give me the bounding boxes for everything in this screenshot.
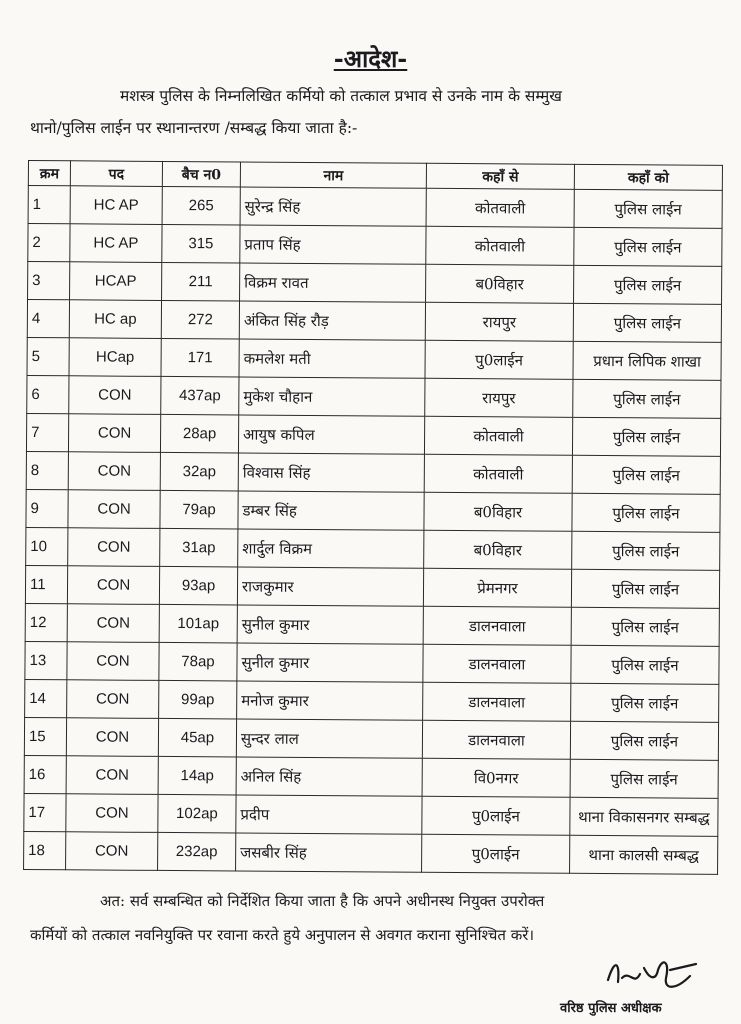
cell-name: विक्रम रावत	[240, 263, 426, 302]
cell-sr: 8	[26, 451, 68, 489]
cell-post: HC ap	[69, 300, 161, 339]
cell-name: शार्दुल विक्रम	[238, 529, 424, 568]
table-row	[27, 337, 721, 380]
cell-to: पुलिस लाईन	[572, 455, 720, 494]
cell-post: CON	[68, 414, 160, 453]
cell-post: CON	[67, 680, 159, 719]
document-title: -आदेश-	[333, 44, 408, 73]
cell-from: कोतवाली	[426, 188, 574, 227]
cell-badge: 265	[162, 186, 240, 225]
cell-post: CON	[66, 832, 158, 871]
cell-from: डालनवाला	[422, 720, 570, 759]
table-body	[24, 186, 723, 875]
cell-to: पुलिस लाईन	[572, 417, 720, 456]
closing-line-1: अत: सर्व सम्बन्धित को निर्देशित किया जाता है कि अपने अधीनस्थ नियुक्त उपरोक्त	[100, 892, 545, 910]
cell-to: थाना कालसी सम्बद्ध	[570, 835, 718, 874]
intro-paragraph	[30, 80, 720, 144]
cell-from: डालनवाला	[423, 606, 571, 645]
cell-sr: 14	[25, 679, 67, 717]
cell-badge: 211	[162, 262, 240, 301]
cell-to: पुलिस लाईन	[571, 607, 719, 646]
intro-line-2: थानो/पुलिस लाईन पर स्थानान्तरण /सम्बद्ध किया जाता है:-	[30, 119, 358, 137]
cell-to: पुलिस लाईन	[570, 721, 718, 760]
cell-name: अंकित सिंह रौड़	[239, 301, 425, 340]
cell-sr: 11	[25, 565, 67, 603]
cell-post: CON	[67, 642, 159, 681]
table-row	[28, 224, 722, 267]
cell-badge: 45ap	[158, 718, 236, 757]
cell-from: रायपुर	[425, 378, 573, 417]
cell-name: विश्वास सिंह	[238, 453, 424, 492]
cell-to: पुलिस लाईन	[573, 379, 721, 418]
cell-name: मुकेश चौहान	[239, 377, 425, 416]
cell-from: रायपुर	[425, 302, 573, 341]
cell-from: ब0विहार	[424, 530, 572, 569]
header-from: कहाँ से	[426, 163, 574, 189]
cell-from: वि0नगर	[422, 758, 570, 797]
cell-from: ब0विहार	[426, 264, 574, 303]
cell-badge: 437ap	[161, 376, 239, 415]
cell-sr: 16	[24, 755, 66, 793]
cell-name: कमलेश मती	[239, 339, 425, 378]
table-row	[24, 717, 718, 760]
intro-line-1: मशस्त्र पुलिस के निम्नलिखित कर्मियो को तत्काल प्रभाव से उनके नाम के सम्मुख	[120, 87, 562, 105]
cell-badge: 232ap	[158, 832, 236, 871]
cell-from: पु0लाईन	[425, 340, 573, 379]
cell-sr: 15	[24, 717, 66, 755]
cell-to: पुलिस लाईन	[572, 493, 720, 532]
cell-post: CON	[68, 528, 160, 567]
cell-badge: 14ap	[158, 756, 236, 795]
cell-name: मनोज कुमार	[237, 681, 423, 720]
cell-sr: 13	[25, 641, 67, 679]
cell-sr: 9	[26, 489, 68, 527]
cell-sr: 3	[28, 262, 70, 300]
cell-name: आयुष कपिल	[238, 415, 424, 454]
header-name: नाम	[240, 162, 426, 188]
table-row	[28, 186, 722, 229]
cell-from: ब0विहार	[424, 492, 572, 531]
cell-badge: 171	[161, 338, 239, 377]
cell-sr: 2	[28, 224, 70, 262]
cell-name: जसबीर सिंह	[236, 833, 422, 872]
cell-to: पुलिस लाईन	[570, 759, 718, 798]
cell-sr: 7	[26, 413, 68, 451]
table-row	[27, 375, 721, 418]
cell-name: सुन्दर लाल	[236, 719, 422, 758]
cell-from: कोतवाली	[424, 454, 572, 493]
cell-badge: 78ap	[159, 642, 237, 681]
cell-post: CON	[67, 566, 159, 605]
cell-badge: 31ap	[160, 528, 238, 567]
cell-badge: 315	[162, 224, 240, 263]
table-row	[25, 641, 719, 684]
cell-to: थाना विकासनगर सम्बद्ध	[570, 797, 718, 836]
cell-post: HC AP	[70, 186, 162, 225]
cell-badge: 99ap	[159, 680, 237, 719]
table-row	[26, 413, 720, 456]
table-row	[25, 565, 719, 608]
cell-sr: 10	[26, 527, 68, 565]
cell-sr: 6	[27, 375, 69, 413]
cell-name: राजकुमार	[237, 567, 423, 606]
header-sr: क्रम	[28, 161, 70, 186]
cell-post: CON	[66, 756, 158, 795]
cell-post: HC AP	[70, 224, 162, 263]
table-row	[26, 451, 720, 494]
header-badge: बैच न0	[162, 161, 240, 187]
table-row	[27, 300, 721, 343]
cell-post: HCAP	[70, 262, 162, 301]
cell-sr: 1	[28, 186, 70, 224]
cell-name: प्रताप सिंह	[240, 225, 426, 264]
table-row	[26, 527, 720, 570]
transfer-table	[23, 160, 723, 875]
cell-name: प्रदीप	[236, 795, 422, 834]
handwritten-signature	[600, 950, 710, 1000]
cell-badge: 102ap	[158, 794, 236, 833]
cell-post: CON	[66, 718, 158, 757]
cell-post: HCap	[69, 338, 161, 377]
cell-post: CON	[68, 452, 160, 491]
cell-to: पुलिस लाईन	[574, 189, 722, 228]
cell-badge: 101ap	[159, 604, 237, 643]
cell-sr: 18	[24, 831, 66, 869]
cell-sr: 5	[27, 337, 69, 375]
header-to: कहाँ को	[574, 164, 722, 190]
closing-paragraph	[30, 884, 720, 952]
cell-name: सुरेन्द्र सिंह	[240, 187, 426, 226]
cell-badge: 272	[161, 300, 239, 339]
cell-post: CON	[67, 604, 159, 643]
cell-post: CON	[68, 490, 160, 529]
closing-line-2: कर्मियों को तत्काल नवनियुक्ति पर रवाना करते हुये अनुपालन से अवगत कराना सुनिश्चित करें।	[30, 926, 535, 944]
cell-badge: 79ap	[160, 490, 238, 529]
cell-badge: 93ap	[159, 566, 237, 605]
header-post: पद	[70, 161, 162, 187]
cell-from: डालनवाला	[423, 644, 571, 683]
table-row	[24, 793, 718, 836]
table-row	[25, 679, 719, 722]
cell-from: कोतवाली	[426, 226, 574, 265]
table-row	[24, 755, 718, 798]
cell-to: पुलिस लाईन	[571, 683, 719, 722]
cell-sr: 17	[24, 793, 66, 831]
cell-from: प्रेमनगर	[423, 568, 571, 607]
cell-to: पुलिस लाईन	[573, 303, 721, 342]
cell-from: कोतवाली	[424, 416, 572, 455]
cell-name: डम्बर सिंह	[238, 491, 424, 530]
table-row	[24, 831, 718, 874]
cell-badge: 28ap	[160, 414, 238, 453]
cell-name: सुनील कुमार	[237, 605, 423, 644]
cell-to: प्रधान लिपिक शाखा	[573, 341, 721, 380]
cell-sr: 4	[27, 300, 69, 338]
signature-designation: वरिष्ठ पुलिस अधीक्षक	[560, 1001, 662, 1016]
cell-post: CON	[69, 376, 161, 415]
cell-badge: 32ap	[160, 452, 238, 491]
cell-name: अनिल सिंह	[236, 757, 422, 796]
cell-to: पुलिस लाईन	[571, 569, 719, 608]
cell-to: पुलिस लाईन	[572, 531, 720, 570]
cell-from: पु0लाईन	[422, 796, 570, 835]
cell-from: डालनवाला	[423, 682, 571, 721]
cell-post: CON	[66, 794, 158, 833]
cell-name: सुनील कुमार	[237, 643, 423, 682]
cell-from: पु0लाईन	[422, 834, 570, 873]
cell-to: पुलिस लाईन	[574, 227, 722, 266]
table-row	[28, 262, 722, 305]
cell-to: पुलिस लाईन	[574, 265, 722, 304]
table-row	[26, 489, 720, 532]
table-row	[25, 603, 719, 646]
cell-to: पुलिस लाईन	[571, 645, 719, 684]
cell-sr: 12	[25, 603, 67, 641]
